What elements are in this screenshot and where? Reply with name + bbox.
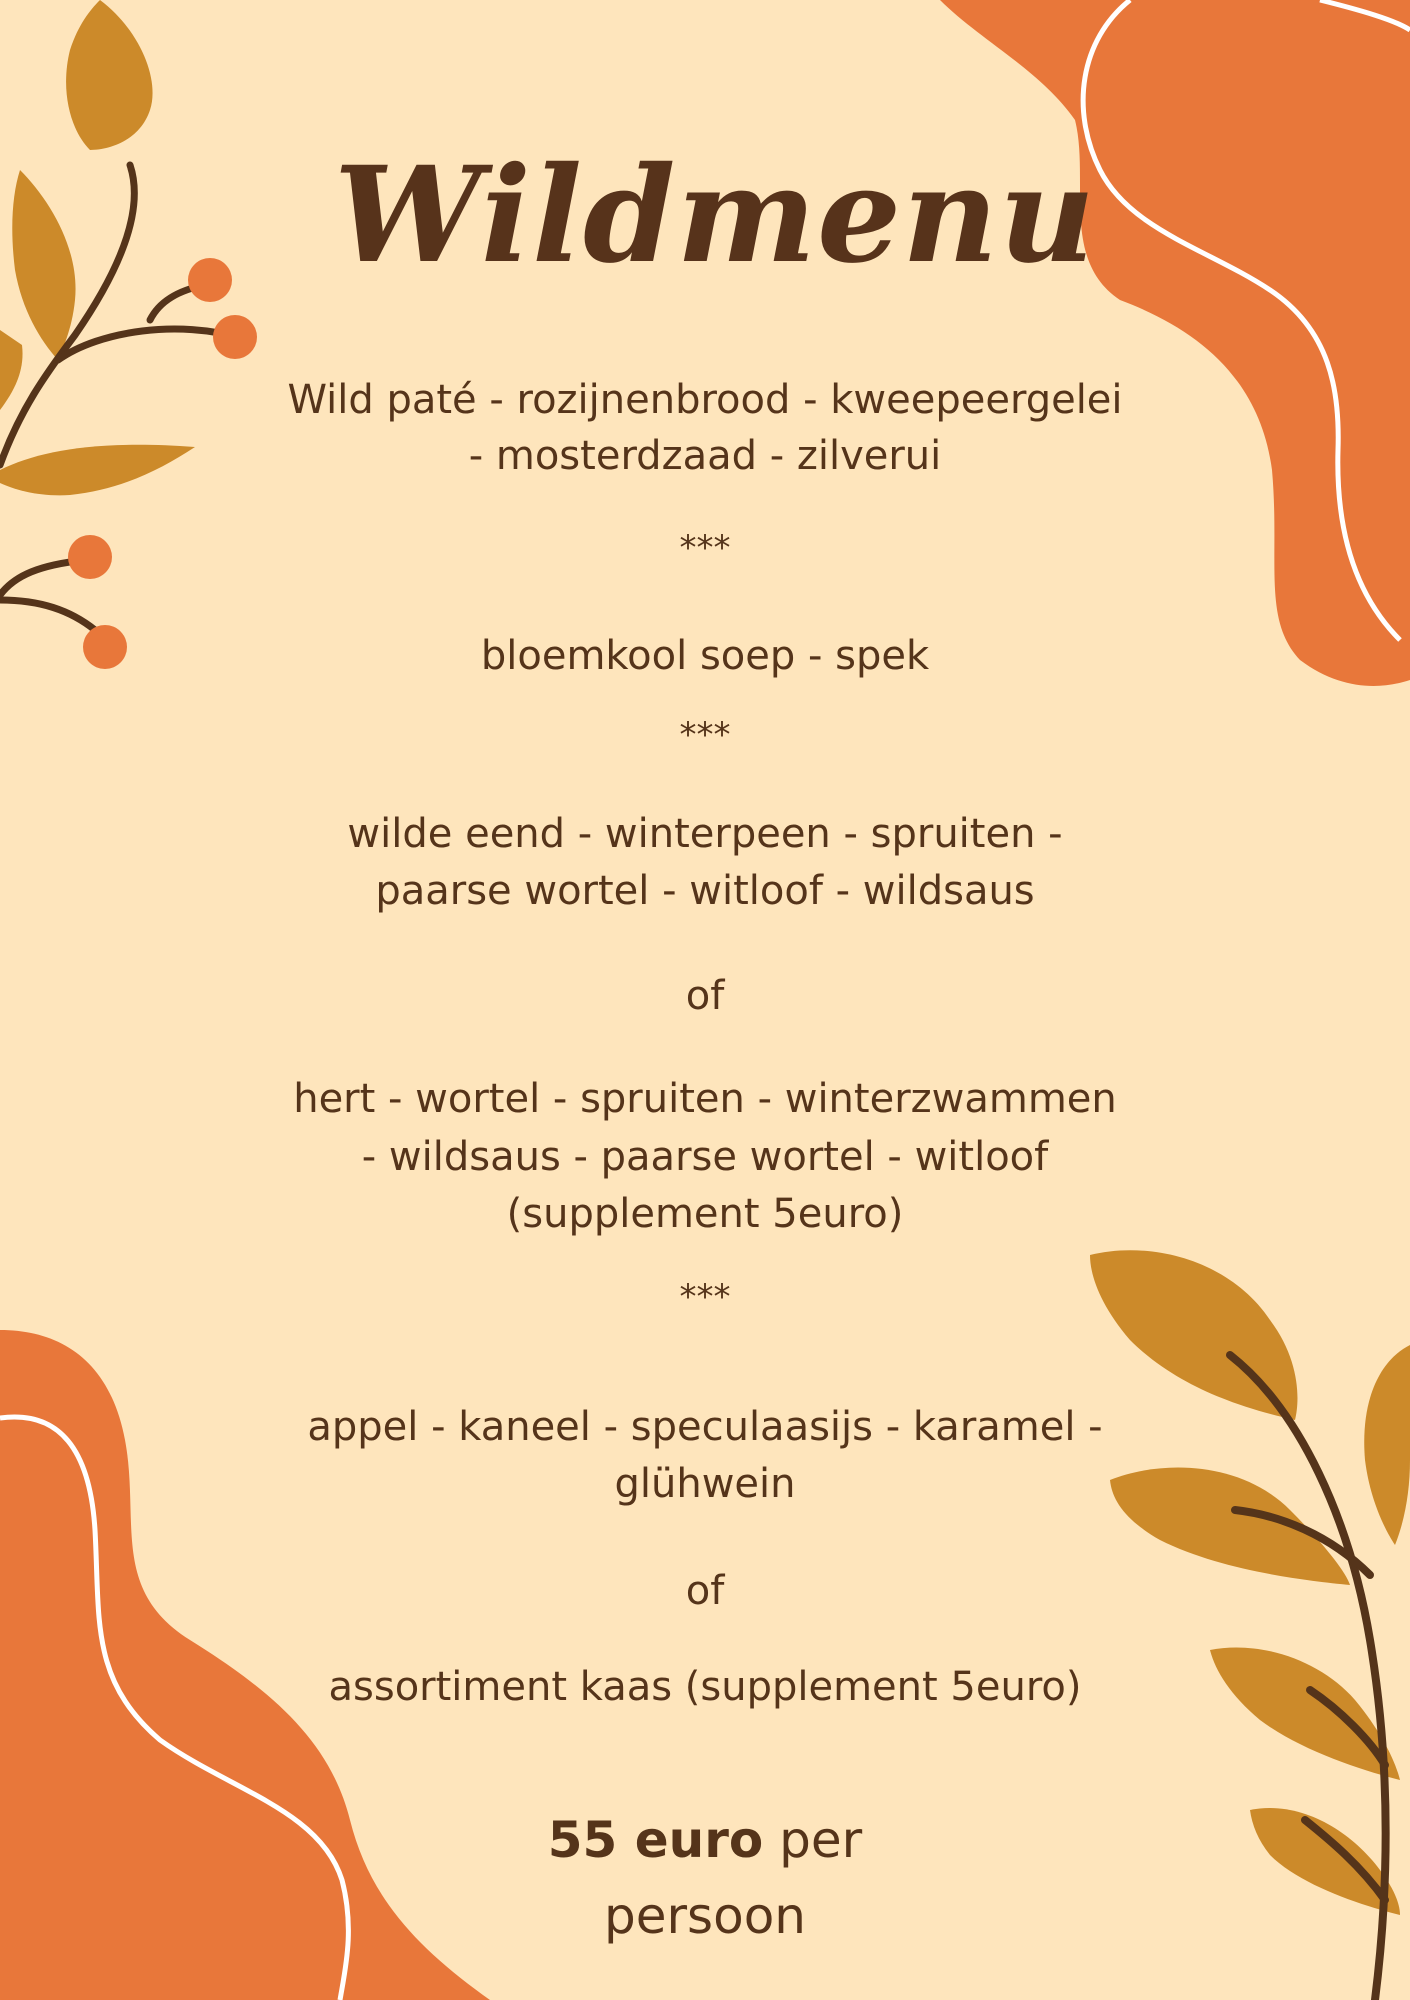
dessert-1-line-1: appel - kaneel - speculaasijs - karamel - xyxy=(307,1404,1103,1450)
course-separator: *** xyxy=(679,1277,731,1317)
soup-line: bloemkool soep - spek xyxy=(480,633,930,679)
main-course-2-line-2: - wildsaus - paarse wortel - witloof xyxy=(361,1134,1049,1180)
berry-icon xyxy=(188,258,232,302)
or-label: of xyxy=(685,1568,725,1614)
menu-title: Wildmenu xyxy=(333,138,1097,293)
main-course-2-line-1: hert - wortel - spruiten - winterzwammen xyxy=(293,1076,1117,1122)
starter-line-1: Wild paté - rozijnenbrood - kweepeergelei xyxy=(287,377,1123,423)
price-amount: 55 euro xyxy=(547,1811,764,1869)
main-course-1-line-1: wilde eend - winterpeen - spruiten - xyxy=(347,811,1063,857)
price-line-1 xyxy=(0,1802,1410,1878)
or-label: of xyxy=(685,973,725,1019)
berry-icon xyxy=(213,315,257,359)
orange-blob-top-right xyxy=(940,0,1410,686)
main-course-1-line-2: paarse wortel - witloof - wildsaus xyxy=(375,868,1035,914)
leaf-branch-top-left xyxy=(0,0,257,669)
course-separator: *** xyxy=(679,715,731,755)
starter-line-2: - mosterdzaad - zilverui xyxy=(468,433,942,479)
price-suffix: per xyxy=(763,1811,863,1869)
main-course-2-line-3: (supplement 5euro) xyxy=(506,1191,904,1237)
price-line-2: persoon xyxy=(604,1887,806,1945)
dessert-2-line: assortiment kaas (supplement 5euro) xyxy=(328,1664,1082,1710)
course-separator: *** xyxy=(679,528,731,568)
dessert-1-line-2: glühwein xyxy=(614,1461,796,1507)
